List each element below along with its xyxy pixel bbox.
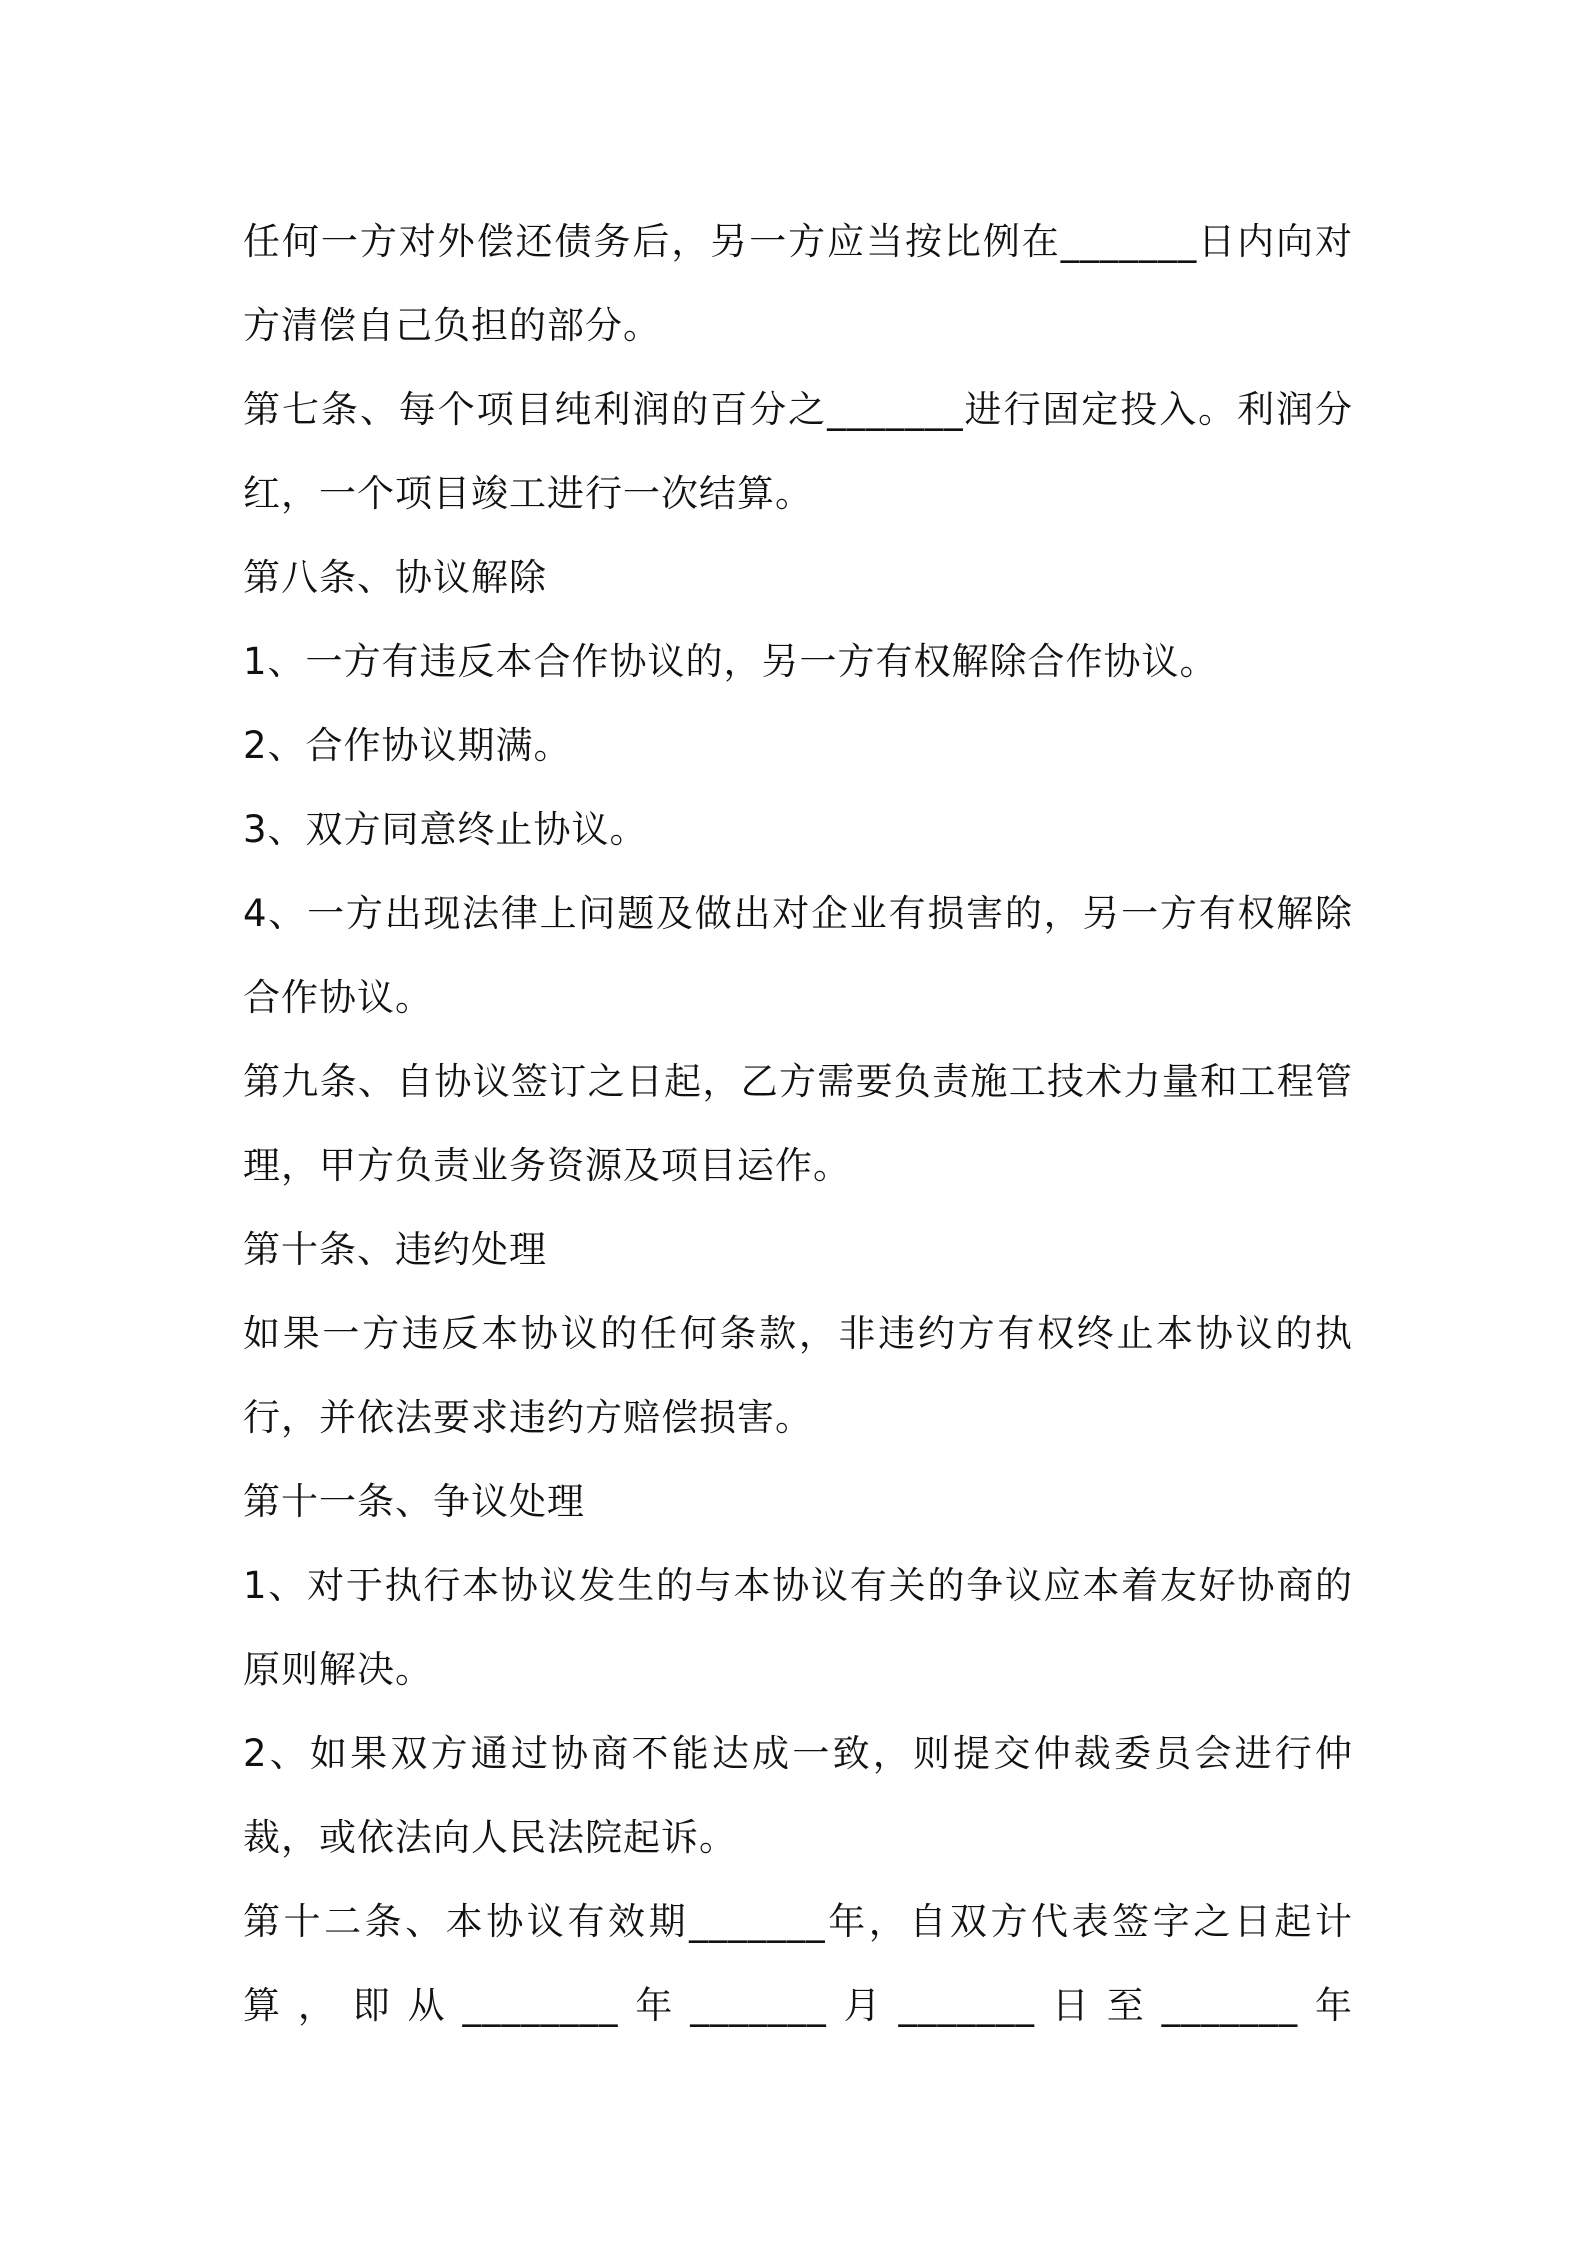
paragraph-article-7: 第七条、每个项目纯利润的百分之_______进行固定投入。利润分红，一个项目竣工进行一次结算。 [243,388,1353,515]
paragraph-debt-repayment: 任何一方对外偿还债务后，另一方应当按比例在_______日内向对方清偿自己负担的部分。 [243,220,1353,347]
list-item-11-2: 2、如果双方通过协商不能达成一致，则提交仲裁委员会进行仲裁，或依法向人民法院起诉。 [243,1732,1353,1859]
heading-article-8: 第八条、协议解除 [243,556,547,599]
list-item-11-1: 1、对于执行本协议发生的与本协议有关的争议应本着友好协商的原则解决。 [243,1564,1353,1691]
list-item-8-4: 4、一方出现法律上问题及做出对企业有损害的，另一方有权解除合作协议。 [243,892,1353,1019]
list-item-8-1: 1、一方有违反本合作协议的，另一方有权解除合作协议。 [243,640,1218,683]
document-page [243,200,1353,2048]
list-item-8-2: 2、合作协议期满。 [243,724,572,767]
list-item-8-3: 3、双方同意终止协议。 [243,808,648,851]
heading-article-10: 第十条、违约处理 [243,1228,547,1271]
paragraph-article-9: 第九条、自协议签订之日起，乙方需要负责施工技术力量和工程管理，甲方负责业务资源及项目运作。 [243,1060,1353,1187]
paragraph-breach-handling: 如果一方违反本协议的任何条款，非违约方有权终止本协议的执行，并依法要求违约方赔偿损害。 [243,1312,1353,1439]
heading-article-11: 第十一条、争议处理 [243,1480,585,1523]
paragraph-article-12: 第十二条、本协议有效期_______年，自双方代表签字之日起计算，即从________年_______月_______日至_______年 [243,1900,1353,2027]
